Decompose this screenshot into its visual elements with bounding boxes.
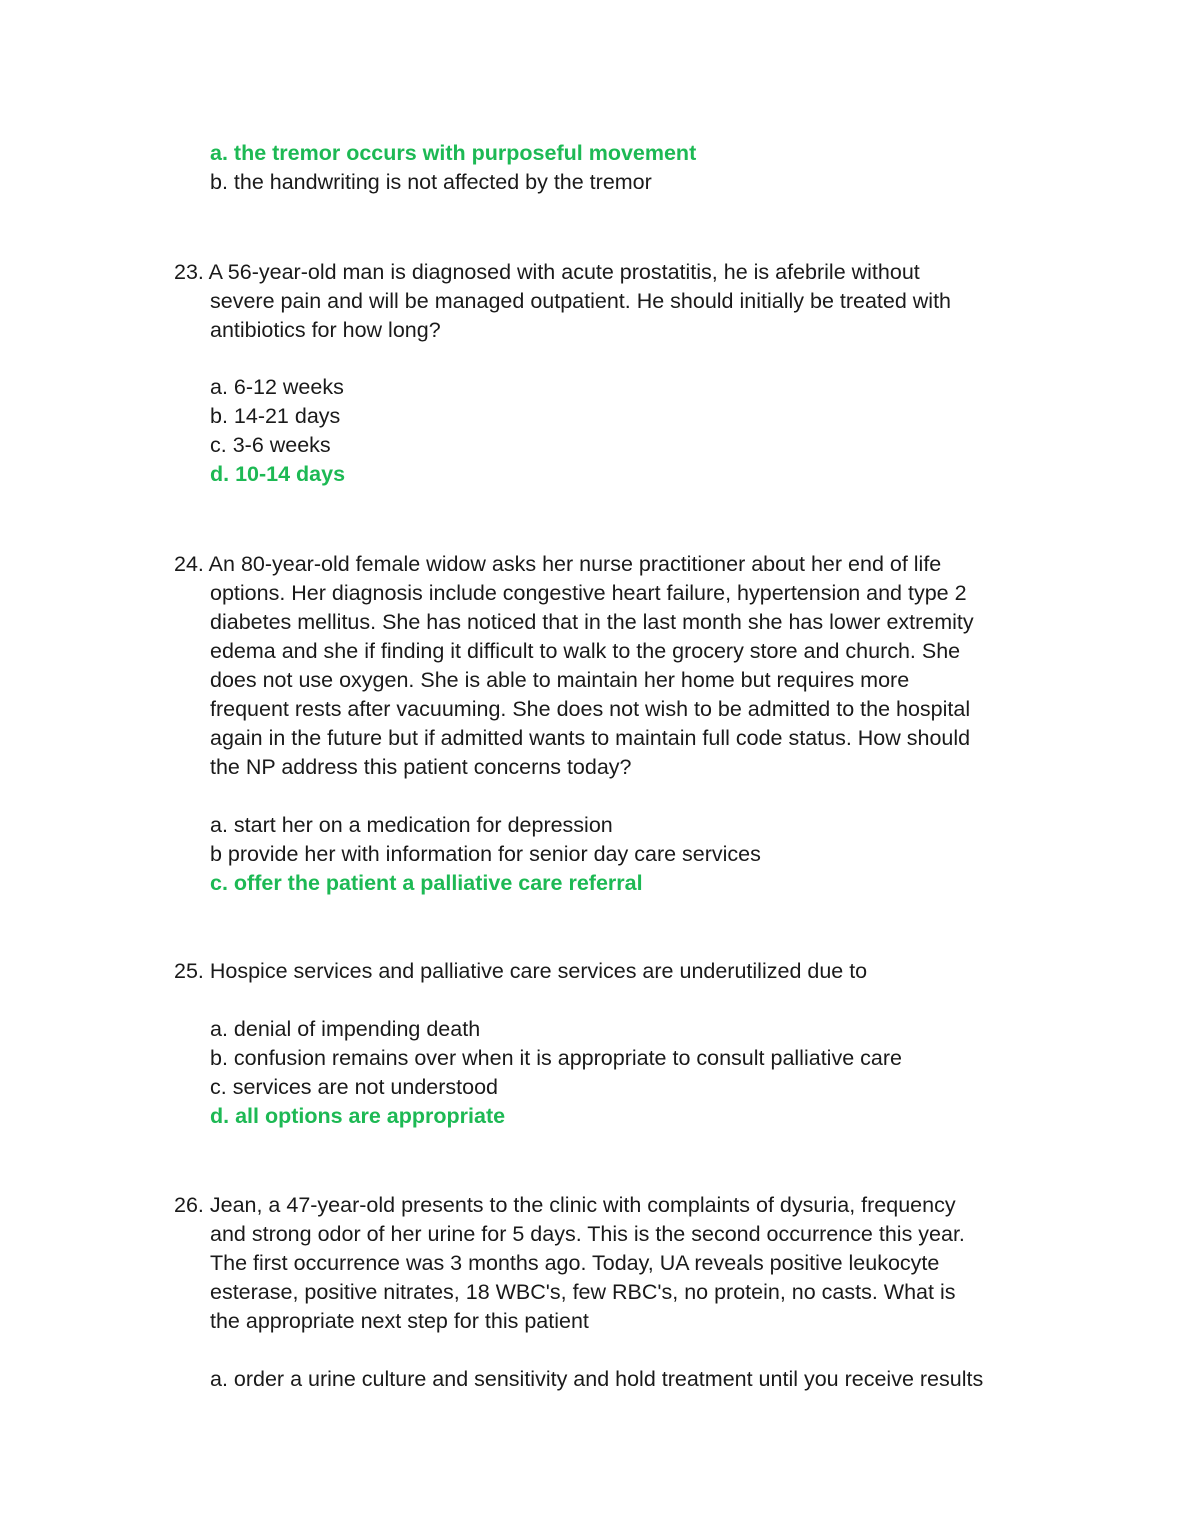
q24-stem-line-1: 24. An 80-year-old female widow asks her nurse practitioner about her end of life: [174, 552, 942, 576]
q23-option-c: c. 3-6 weeks: [210, 433, 331, 457]
q24-stem-line-8: the NP address this patient concerns today?: [210, 755, 632, 779]
q23-stem-line-1: 23. A 56-year-old man is diagnosed with acute prostatitis, he is afebrile without: [174, 260, 920, 284]
q24-option-a: a. start her on a medication for depression: [210, 813, 613, 837]
q26-stem-line-1: 26. Jean, a 47-year-old presents to the clinic with complaints of dysuria, frequency: [174, 1193, 956, 1217]
q25-stem-line-1: 25. Hospice services and palliative care services are underutilized due to: [174, 959, 868, 983]
q25-option-a: a. denial of impending death: [210, 1017, 481, 1041]
q22-option-b: b. the handwriting is not affected by the tremor: [210, 170, 652, 194]
q25-option-b: b. confusion remains over when it is appropriate to consult palliative care: [210, 1046, 902, 1070]
q23-option-a: a. 6-12 weeks: [210, 375, 344, 399]
q22-option-a: a. the tremor occurs with purposeful movement: [210, 141, 697, 165]
q25-option-c: c. services are not understood: [210, 1075, 499, 1099]
q24-option-b: b provide her with information for senior day care services: [210, 842, 761, 866]
q26-stem-line-2: and strong odor of her urine for 5 days. This is the second occurrence this year.: [210, 1222, 965, 1246]
q24-option-c: c. offer the patient a palliative care referral: [210, 871, 643, 895]
q24-stem-line-3: diabetes mellitus. She has noticed that in the last month she has lower extremity: [210, 610, 974, 634]
q24-stem-line-5: does not use oxygen. She is able to maintain her home but requires more: [210, 668, 910, 692]
q23-option-b: b. 14-21 days: [210, 404, 341, 428]
q25-option-d: d. all options are appropriate: [210, 1104, 506, 1128]
q26-option-a: a. order a urine culture and sensitivity and hold treatment until you receive results: [210, 1367, 984, 1391]
q23-stem-line-2: severe pain and will be managed outpatient. He should initially be treated with: [210, 289, 952, 313]
q24-stem-line-2: options. Her diagnosis include congestive heart failure, hypertension and type 2: [210, 581, 967, 605]
q24-stem-line-7: again in the future but if admitted wants to maintain full code status. How should: [210, 726, 971, 750]
q26-stem-line-3: The first occurrence was 3 months ago. Today, UA reveals positive leukocyte: [210, 1251, 940, 1275]
q24-stem-line-4: edema and she if finding it difficult to walk to the grocery store and church. She: [210, 639, 961, 663]
q24-stem-line-6: frequent rests after vacuuming. She does not wish to be admitted to the hospital: [210, 697, 971, 721]
q23-option-d: d. 10-14 days: [210, 462, 346, 486]
q23-stem-line-3: antibiotics for how long?: [210, 318, 441, 342]
q26-stem-line-4: esterase, positive nitrates, 18 WBC's, few RBC's, no protein, no casts. What is: [210, 1280, 956, 1304]
q26-stem-line-5: the appropriate next step for this patient: [210, 1309, 589, 1333]
